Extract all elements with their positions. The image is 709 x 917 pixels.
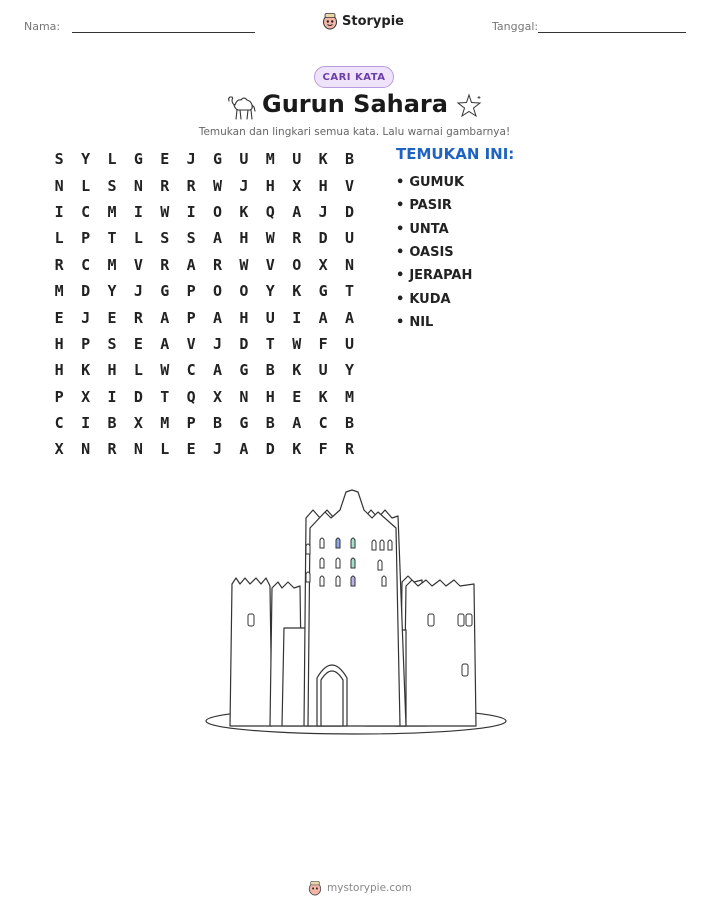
grid-letter[interactable]: L bbox=[54, 229, 64, 248]
grid-letter[interactable]: M bbox=[107, 202, 117, 221]
grid-letter[interactable]: T bbox=[160, 387, 170, 406]
grid-letter[interactable]: F bbox=[318, 334, 328, 353]
grid-letter[interactable]: C bbox=[81, 255, 91, 274]
word-label: UNTA bbox=[409, 221, 449, 237]
grid-letter[interactable]: K bbox=[292, 440, 302, 459]
grid-letter[interactable]: R bbox=[292, 229, 302, 248]
grid-letter[interactable]: U bbox=[292, 150, 302, 169]
grid-letter[interactable]: T bbox=[265, 334, 275, 353]
grid-letter[interactable]: L bbox=[160, 440, 170, 459]
grid-letter[interactable]: G bbox=[213, 150, 223, 169]
grid-row bbox=[46, 357, 363, 383]
right-outer-tower bbox=[404, 580, 476, 726]
grid-letter[interactable]: P bbox=[186, 308, 196, 327]
grid-letter[interactable]: G bbox=[160, 282, 170, 301]
grid-letter[interactable]: H bbox=[54, 361, 64, 380]
grid-letter[interactable]: B bbox=[107, 414, 117, 433]
grid-letter[interactable]: J bbox=[186, 150, 196, 169]
grid-letter[interactable]: T bbox=[107, 229, 117, 248]
grid-letter[interactable]: C bbox=[186, 361, 196, 380]
grid-letter[interactable]: E bbox=[186, 440, 196, 459]
grid-letter[interactable]: N bbox=[81, 440, 91, 459]
grid-letter[interactable]: K bbox=[81, 361, 91, 380]
grid-letter[interactable]: H bbox=[265, 176, 275, 195]
grid-letter[interactable]: X bbox=[133, 414, 143, 433]
grid-letter[interactable]: S bbox=[54, 150, 64, 169]
grid-letter[interactable]: O bbox=[213, 282, 223, 301]
bullet: • bbox=[396, 221, 405, 237]
grid-letter[interactable]: A bbox=[213, 361, 223, 380]
grid-letter[interactable]: A bbox=[213, 308, 223, 327]
footer bbox=[308, 880, 412, 896]
grid-row bbox=[46, 225, 363, 251]
grid-letter[interactable]: Q bbox=[265, 202, 275, 221]
word-search-grid bbox=[46, 146, 363, 463]
grid-letter[interactable]: U bbox=[344, 334, 354, 353]
grid-letter[interactable]: E bbox=[133, 334, 143, 353]
grid-letter[interactable]: K bbox=[318, 387, 328, 406]
grid-letter[interactable]: O bbox=[213, 202, 223, 221]
grid-letter[interactable]: C bbox=[81, 202, 91, 221]
sparkle-star-icon bbox=[455, 93, 483, 119]
grid-letter[interactable]: J bbox=[239, 176, 249, 195]
word-item bbox=[396, 218, 472, 241]
grid-letter[interactable]: U bbox=[239, 150, 249, 169]
bullet: • bbox=[396, 268, 405, 284]
grid-row bbox=[46, 304, 363, 330]
bullet: • bbox=[396, 291, 405, 307]
grid-letter[interactable]: P bbox=[186, 282, 196, 301]
grid-letter[interactable]: B bbox=[213, 414, 223, 433]
grid-row bbox=[46, 278, 363, 304]
grid-row bbox=[46, 384, 363, 410]
grid-letter[interactable]: A bbox=[160, 308, 170, 327]
grid-row bbox=[46, 436, 363, 462]
grid-row bbox=[46, 331, 363, 357]
grid-letter[interactable]: B bbox=[344, 150, 354, 169]
grid-letter[interactable]: E bbox=[160, 150, 170, 169]
grid-letter[interactable]: J bbox=[213, 440, 223, 459]
grid-letter[interactable]: B bbox=[265, 361, 275, 380]
grid-letter[interactable]: A bbox=[213, 229, 223, 248]
grid-letter[interactable]: C bbox=[318, 414, 328, 433]
grid-letter[interactable]: D bbox=[265, 440, 275, 459]
grid-letter[interactable]: H bbox=[54, 334, 64, 353]
grid-letter[interactable]: V bbox=[133, 255, 143, 274]
grid-letter[interactable]: I bbox=[133, 202, 143, 221]
word-item bbox=[396, 241, 472, 264]
grid-letter[interactable]: W bbox=[292, 334, 302, 353]
grid-letter[interactable]: X bbox=[213, 387, 223, 406]
camel-icon bbox=[224, 91, 260, 121]
grid-letter[interactable]: L bbox=[107, 150, 117, 169]
grid-letter[interactable]: J bbox=[133, 282, 143, 301]
name-field[interactable] bbox=[72, 32, 255, 33]
grid-letter[interactable]: V bbox=[344, 176, 354, 195]
word-item bbox=[396, 311, 472, 334]
grid-letter[interactable]: F bbox=[318, 440, 328, 459]
bullet: • bbox=[396, 245, 405, 261]
grid-letter[interactable]: U bbox=[318, 361, 328, 380]
grid-letter[interactable]: H bbox=[318, 176, 328, 195]
grid-letter[interactable]: J bbox=[81, 308, 91, 327]
grid-letter[interactable]: E bbox=[107, 308, 117, 327]
grid-letter[interactable]: P bbox=[54, 387, 64, 406]
date-field[interactable] bbox=[538, 32, 686, 33]
grid-letter[interactable]: U bbox=[265, 308, 275, 327]
activity-badge: CARI KATA bbox=[314, 66, 394, 88]
grid-letter[interactable]: I bbox=[107, 387, 117, 406]
grid-letter[interactable]: A bbox=[186, 255, 196, 274]
grid-letter[interactable]: D bbox=[133, 387, 143, 406]
word-label: JERAPAH bbox=[409, 268, 473, 284]
grid-letter[interactable]: N bbox=[54, 176, 64, 195]
grid-letter[interactable]: R bbox=[107, 440, 117, 459]
grid-letter[interactable]: G bbox=[239, 414, 249, 433]
grid-letter[interactable]: G bbox=[133, 150, 143, 169]
grid-letter[interactable]: B bbox=[344, 414, 354, 433]
grid-letter[interactable]: M bbox=[107, 255, 117, 274]
grid-letter[interactable]: Y bbox=[344, 361, 354, 380]
grid-letter[interactable]: K bbox=[239, 202, 249, 221]
grid-letter[interactable]: D bbox=[239, 334, 249, 353]
grid-letter[interactable]: R bbox=[160, 176, 170, 195]
grid-letter[interactable]: A bbox=[292, 202, 302, 221]
word-item bbox=[396, 264, 472, 287]
storypie-mascot-icon bbox=[322, 12, 338, 30]
word-label: OASIS bbox=[409, 245, 454, 261]
find-heading: TEMUKAN INI: bbox=[396, 145, 515, 163]
grid-letter[interactable]: S bbox=[160, 229, 170, 248]
grid-letter[interactable]: S bbox=[186, 229, 196, 248]
grid-letter[interactable]: A bbox=[318, 308, 328, 327]
grid-letter[interactable]: X bbox=[81, 387, 91, 406]
grid-letter[interactable]: K bbox=[292, 361, 302, 380]
grid-letter[interactable]: P bbox=[81, 229, 91, 248]
grid-letter[interactable]: H bbox=[239, 229, 249, 248]
word-label: PASIR bbox=[409, 198, 452, 214]
grid-letter[interactable]: J bbox=[318, 202, 328, 221]
grid-letter[interactable]: Y bbox=[107, 282, 117, 301]
grid-letter[interactable]: H bbox=[107, 361, 117, 380]
word-item bbox=[396, 287, 472, 310]
grid-letter[interactable]: W bbox=[160, 202, 170, 221]
footer-url: mystorypie.com bbox=[327, 882, 412, 894]
grid-letter[interactable]: S bbox=[107, 176, 117, 195]
grid-letter[interactable]: I bbox=[54, 202, 64, 221]
word-label: NIL bbox=[409, 314, 434, 330]
grid-letter[interactable]: M bbox=[265, 150, 275, 169]
grid-letter[interactable]: T bbox=[344, 282, 354, 301]
grid-letter[interactable]: D bbox=[344, 202, 354, 221]
grid-letter[interactable]: A bbox=[239, 440, 249, 459]
grid-letter[interactable]: W bbox=[265, 229, 275, 248]
desert-fortress-illustration bbox=[200, 488, 510, 738]
grid-letter[interactable]: Q bbox=[186, 387, 196, 406]
grid-letter[interactable]: A bbox=[160, 334, 170, 353]
grid-letter[interactable]: I bbox=[81, 414, 91, 433]
grid-letter[interactable]: V bbox=[265, 255, 275, 274]
grid-letter[interactable]: A bbox=[344, 308, 354, 327]
grid-letter[interactable]: Y bbox=[81, 150, 91, 169]
bullet: • bbox=[396, 314, 405, 330]
grid-letter[interactable]: E bbox=[54, 308, 64, 327]
brand-name: Storypie bbox=[342, 13, 404, 29]
grid-letter[interactable]: W bbox=[160, 361, 170, 380]
grid-row bbox=[46, 410, 363, 436]
grid-letter[interactable]: Y bbox=[265, 282, 275, 301]
word-item bbox=[396, 171, 472, 194]
grid-letter[interactable]: D bbox=[318, 229, 328, 248]
grid-letter[interactable]: H bbox=[239, 308, 249, 327]
grid-letter[interactable]: A bbox=[292, 414, 302, 433]
grid-letter[interactable]: M bbox=[54, 282, 64, 301]
grid-letter[interactable]: X bbox=[292, 176, 302, 195]
grid-letter[interactable]: M bbox=[160, 414, 170, 433]
grid-letter[interactable]: X bbox=[54, 440, 64, 459]
grid-letter[interactable]: B bbox=[265, 414, 275, 433]
grid-row bbox=[46, 199, 363, 225]
brand-logo bbox=[322, 12, 404, 30]
grid-letter[interactable]: K bbox=[292, 282, 302, 301]
grid-letter[interactable]: L bbox=[81, 176, 91, 195]
grid-row bbox=[46, 146, 363, 172]
grid-letter[interactable]: X bbox=[318, 255, 328, 274]
storypie-mascot-small-icon bbox=[308, 880, 322, 896]
grid-letter[interactable]: N bbox=[133, 440, 143, 459]
instructions: Temukan dan lingkari semua kata. Lalu warnai gambarnya! bbox=[198, 126, 511, 138]
grid-letter[interactable]: C bbox=[54, 414, 64, 433]
grid-letter[interactable]: U bbox=[344, 229, 354, 248]
grid-letter[interactable]: W bbox=[239, 255, 249, 274]
word-list bbox=[396, 171, 472, 334]
grid-letter[interactable]: M bbox=[344, 387, 354, 406]
grid-letter[interactable]: E bbox=[292, 387, 302, 406]
word-label: KUDA bbox=[409, 291, 451, 307]
grid-letter[interactable]: G bbox=[318, 282, 328, 301]
grid-letter[interactable]: S bbox=[107, 334, 117, 353]
grid-row bbox=[46, 172, 363, 198]
grid-letter[interactable]: R bbox=[344, 440, 354, 459]
grid-letter[interactable]: O bbox=[292, 255, 302, 274]
grid-letter[interactable]: L bbox=[133, 361, 143, 380]
bullet: • bbox=[396, 175, 405, 191]
grid-letter[interactable]: N bbox=[344, 255, 354, 274]
grid-letter[interactable]: R bbox=[133, 308, 143, 327]
grid-letter[interactable]: V bbox=[186, 334, 196, 353]
grid-letter[interactable]: I bbox=[292, 308, 302, 327]
grid-letter[interactable]: O bbox=[239, 282, 249, 301]
grid-letter[interactable]: W bbox=[213, 176, 223, 195]
word-item bbox=[396, 194, 472, 217]
name-label: Nama: bbox=[24, 20, 61, 33]
grid-letter[interactable]: P bbox=[81, 334, 91, 353]
grid-letter[interactable]: I bbox=[186, 202, 196, 221]
grid-letter[interactable]: K bbox=[318, 150, 328, 169]
grid-letter[interactable]: R bbox=[186, 176, 196, 195]
left-outer-tower bbox=[230, 578, 272, 726]
bullet: • bbox=[396, 198, 405, 214]
grid-letter[interactable]: R bbox=[213, 255, 223, 274]
grid-letter[interactable]: N bbox=[239, 387, 249, 406]
grid-letter[interactable]: H bbox=[265, 387, 275, 406]
grid-letter[interactable]: D bbox=[81, 282, 91, 301]
page-title: Gurun Sahara bbox=[262, 90, 448, 118]
grid-letter[interactable]: R bbox=[160, 255, 170, 274]
grid-row bbox=[46, 252, 363, 278]
date-label: Tanggal: bbox=[492, 20, 539, 33]
grid-letter[interactable]: G bbox=[239, 361, 249, 380]
grid-letter[interactable]: R bbox=[54, 255, 64, 274]
word-label: GUMUK bbox=[409, 175, 465, 191]
grid-letter[interactable]: J bbox=[213, 334, 223, 353]
grid-letter[interactable]: N bbox=[133, 176, 143, 195]
grid-letter[interactable]: L bbox=[133, 229, 143, 248]
grid-letter[interactable]: P bbox=[186, 414, 196, 433]
